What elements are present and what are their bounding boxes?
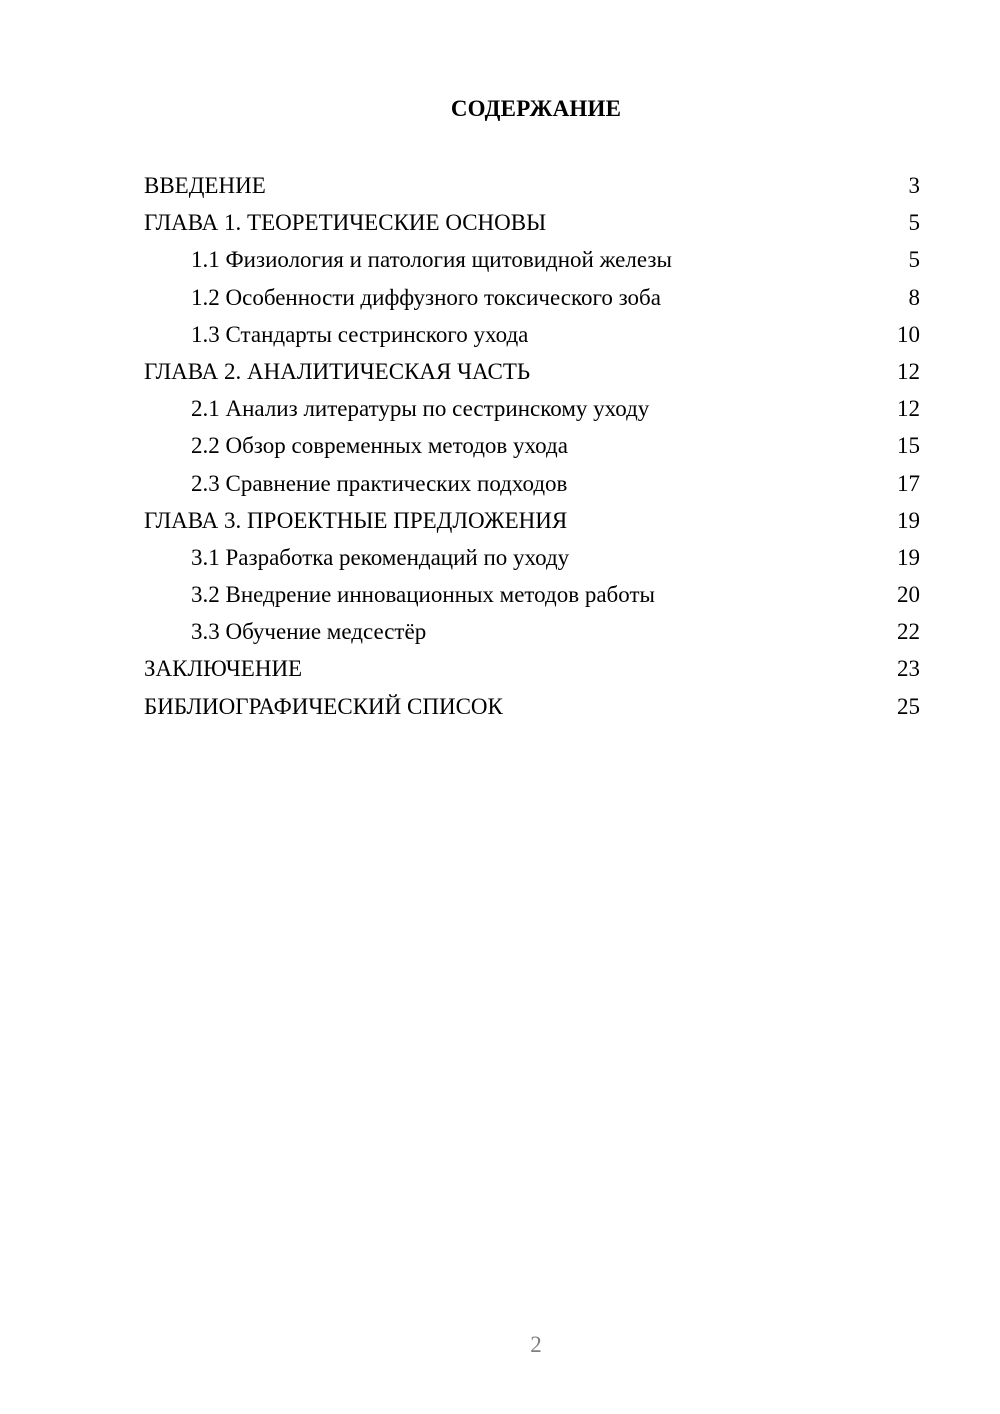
toc-entry-chapter-3[interactable]: [144, 502, 920, 539]
table-of-contents: [144, 167, 920, 725]
toc-entry-chapter-1[interactable]: [144, 204, 920, 241]
toc-entry-chapter-2[interactable]: [144, 353, 920, 390]
page-title: СОДЕРЖАНИЕ: [450, 96, 622, 121]
toc-entry-label: 3.1 Разработка рекомендаций по уходу: [191, 544, 570, 570]
toc-entry-conclusion[interactable]: [144, 650, 920, 687]
toc-entry-page: 15: [897, 433, 920, 459]
toc-entry-label: 3.2 Внедрение инновационных методов работы: [191, 582, 655, 608]
toc-entry-section-3-1[interactable]: [144, 539, 920, 576]
toc-entry-section-3-3[interactable]: [144, 613, 920, 650]
toc-entry-section-1-1[interactable]: [144, 241, 920, 278]
toc-entry-page: 17: [897, 470, 920, 496]
toc-entry-label: 2.1 Анализ литературы по сестринскому уходу: [191, 396, 650, 422]
toc-entry-label: ЗАКЛЮЧЕНИЕ: [144, 656, 303, 682]
toc-entry-label: 3.3 Обучение медсестёр: [191, 619, 427, 645]
toc-entry-section-2-2[interactable]: [144, 427, 920, 464]
toc-entry-page: 3: [908, 173, 920, 198]
toc-entry-section-1-2[interactable]: [144, 279, 920, 316]
toc-entry-label: 1.2 Особенности диффузного токсического зоба: [191, 284, 661, 310]
toc-entry-label: ГЛАВА 1. ТЕОРЕТИЧЕСКИЕ ОСНОВЫ: [144, 210, 547, 236]
toc-entry-label: ВВЕДЕНИЕ: [144, 173, 266, 198]
page-number: 2: [530, 1332, 542, 1357]
toc-entry-page: 23: [897, 656, 920, 682]
toc-entry-page: 25: [897, 693, 920, 719]
toc-entry-label: 1.1 Физиология и патология щитовидной железы: [191, 247, 672, 273]
toc-entry-page: 22: [897, 619, 920, 645]
toc-entry-page: 8: [908, 284, 920, 310]
toc-entry-page: 10: [897, 321, 920, 347]
toc-entry-introduction[interactable]: [144, 167, 920, 204]
toc-entry-section-3-2[interactable]: [144, 576, 920, 613]
toc-entry-label: БИБЛИОГРАФИЧЕСКИЙ СПИСОК: [144, 693, 503, 719]
toc-entry-section-1-3[interactable]: [144, 316, 920, 353]
toc-entry-page: 12: [897, 396, 920, 422]
toc-entry-page: 19: [897, 544, 920, 570]
toc-entry-label: 2.3 Сравнение практических подходов: [191, 470, 568, 496]
toc-entry-label: 2.2 Обзор современных методов ухода: [191, 433, 568, 459]
toc-entry-label: ГЛАВА 3. ПРОЕКТНЫЕ ПРЕДЛОЖЕНИЯ: [144, 507, 568, 533]
toc-entry-page: 12: [897, 358, 920, 384]
toc-entry-page: 5: [908, 210, 920, 236]
toc-entry-page: 19: [897, 507, 920, 533]
toc-entry-label: ГЛАВА 2. АНАЛИТИЧЕСКАЯ ЧАСТЬ: [144, 358, 531, 384]
toc-entry-section-2-1[interactable]: [144, 390, 920, 427]
toc-entry-section-2-3[interactable]: [144, 465, 920, 502]
toc-entry-page: 5: [908, 247, 920, 273]
toc-entry-bibliography[interactable]: [144, 688, 920, 725]
toc-entry-page: 20: [897, 582, 920, 608]
toc-entry-label: 1.3 Стандарты сестринского ухода: [191, 321, 529, 347]
